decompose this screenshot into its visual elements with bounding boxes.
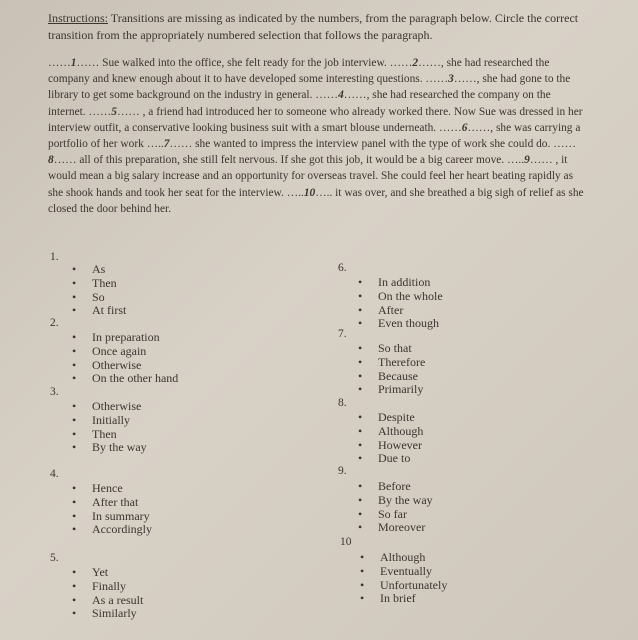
question-9-options bbox=[358, 480, 433, 535]
blank-number: 1 bbox=[70, 57, 77, 69]
option[interactable]: • Then bbox=[72, 277, 126, 291]
story-paragraph bbox=[48, 55, 588, 217]
question-3-number: 3. bbox=[50, 386, 59, 398]
question-10-options bbox=[360, 551, 447, 606]
question-6-number: 6. bbox=[338, 262, 347, 274]
option[interactable]: • Moreover bbox=[358, 521, 433, 535]
paragraph-segment: …… all of this preparation, she still felt nervous. If she got this job, it would be a big career move. ….. bbox=[53, 154, 525, 167]
question-9-number: 9. bbox=[338, 465, 347, 477]
option[interactable]: • On the whole bbox=[358, 290, 443, 304]
question-5-options bbox=[72, 566, 143, 621]
paragraph-segment: ……, she had researched the company and knew enough about it to have developed some interesting questions. …… bbox=[48, 57, 550, 86]
option[interactable]: • Before bbox=[358, 480, 433, 494]
option[interactable]: • Initially bbox=[72, 414, 147, 428]
question-2-options bbox=[72, 331, 178, 386]
instructions-label: Instructions: bbox=[48, 11, 108, 25]
paragraph-segment: ……, she was carrying a portfolio of her work ….. bbox=[48, 121, 581, 151]
option[interactable]: • By the way bbox=[72, 441, 147, 455]
option[interactable]: • In preparation bbox=[72, 331, 178, 345]
option[interactable]: • After bbox=[358, 304, 443, 318]
option[interactable]: • Finally bbox=[72, 580, 143, 594]
option[interactable]: • As a result bbox=[72, 594, 143, 608]
option[interactable]: • As bbox=[72, 263, 126, 277]
blank-lead: …… bbox=[48, 57, 71, 69]
question-1-options bbox=[72, 263, 126, 318]
blank-number: 8 bbox=[48, 154, 54, 167]
question-4-number: 4. bbox=[50, 468, 59, 480]
question-8-number: 8. bbox=[338, 397, 347, 409]
option[interactable]: • Otherwise bbox=[72, 359, 178, 373]
option[interactable]: • So bbox=[72, 291, 126, 305]
option[interactable]: • So far bbox=[358, 508, 433, 522]
option[interactable]: • Therefore bbox=[358, 356, 425, 370]
option[interactable]: • In brief bbox=[360, 592, 447, 606]
instructions-text: Transitions are missing as indicated by the numbers, from the paragraph below. Circle the correct transition from the appropriately numbered selection that follows the paragraph. bbox=[48, 11, 579, 42]
option[interactable]: • In addition bbox=[358, 276, 443, 290]
option[interactable]: • Hence bbox=[72, 482, 152, 496]
option[interactable]: • At first bbox=[72, 304, 126, 318]
question-10-number: 10 bbox=[340, 536, 352, 548]
option[interactable]: • In summary bbox=[72, 510, 152, 524]
option[interactable]: • Unfortunately bbox=[360, 579, 447, 593]
paragraph-segment: ……, she had gone to the library to get some background on the industry in general. …… bbox=[48, 73, 571, 102]
question-2-number: 2. bbox=[50, 317, 59, 329]
paragraph-segment: …… , a friend had introduced her to someone who already worked there. Now Sue was dressed in her interview outfit, a conservative looking business suit with a smart blouse underneath. …… bbox=[48, 105, 583, 134]
paragraph-segment: ……, she had researched the company on the internet. …… bbox=[48, 89, 551, 118]
option[interactable]: • By the way bbox=[358, 494, 433, 508]
option[interactable]: • Eventually bbox=[360, 565, 447, 579]
option[interactable]: • Because bbox=[358, 370, 425, 384]
option[interactable]: • Yet bbox=[72, 566, 143, 580]
paragraph-segment: …… Sue walked into the office, she felt ready for the job interview. …… bbox=[76, 57, 413, 69]
question-6-options bbox=[358, 276, 443, 331]
blank-number: 9 bbox=[524, 154, 530, 167]
paragraph-segment: …… she wanted to impress the interview panel with the type of work she could do. …… bbox=[169, 138, 576, 151]
option[interactable]: • On the other hand bbox=[72, 372, 178, 386]
option[interactable]: • Once again bbox=[72, 345, 178, 359]
blank-number: 10 bbox=[303, 186, 316, 199]
question-8-options bbox=[358, 411, 423, 466]
question-4-options bbox=[72, 482, 152, 537]
option[interactable]: • Primarily bbox=[358, 383, 425, 397]
blank-number: 2 bbox=[412, 57, 419, 69]
question-1-number: 1. bbox=[50, 251, 59, 263]
option[interactable]: • After that bbox=[72, 496, 152, 510]
option[interactable]: • Despite bbox=[358, 411, 423, 425]
blank-number: 3 bbox=[448, 73, 454, 86]
option[interactable]: • Even though bbox=[358, 317, 443, 331]
paragraph-segment: ….. it was over, and she breathed a big sigh of relief as she closed the door behind her. bbox=[48, 186, 584, 215]
blank-number: 5 bbox=[111, 105, 117, 118]
option[interactable]: • Similarly bbox=[72, 607, 143, 621]
option[interactable]: • However bbox=[358, 439, 423, 453]
question-5-number: 5. bbox=[50, 552, 59, 564]
option[interactable]: • Then bbox=[72, 428, 147, 442]
question-3-options bbox=[72, 400, 147, 455]
blank-number: 7 bbox=[163, 138, 170, 151]
option[interactable]: • Due to bbox=[358, 452, 423, 466]
question-7-number: 7. bbox=[338, 328, 347, 340]
option[interactable]: • Although bbox=[358, 425, 423, 439]
option[interactable]: • Otherwise bbox=[72, 400, 147, 414]
question-7-options bbox=[358, 342, 425, 397]
paragraph-segment: …… , it would mean a big salary increase and an opportunity for overseas travel. She could feel her heart beating rapidly as she shook hands and took her seat for the interview. ….. bbox=[48, 154, 574, 199]
blank-number: 4 bbox=[338, 89, 344, 102]
option[interactable]: • Although bbox=[360, 551, 447, 565]
instructions bbox=[48, 10, 588, 44]
blank-number: 6 bbox=[461, 121, 468, 134]
option[interactable]: • So that bbox=[358, 342, 425, 356]
option[interactable]: • Accordingly bbox=[72, 523, 152, 537]
